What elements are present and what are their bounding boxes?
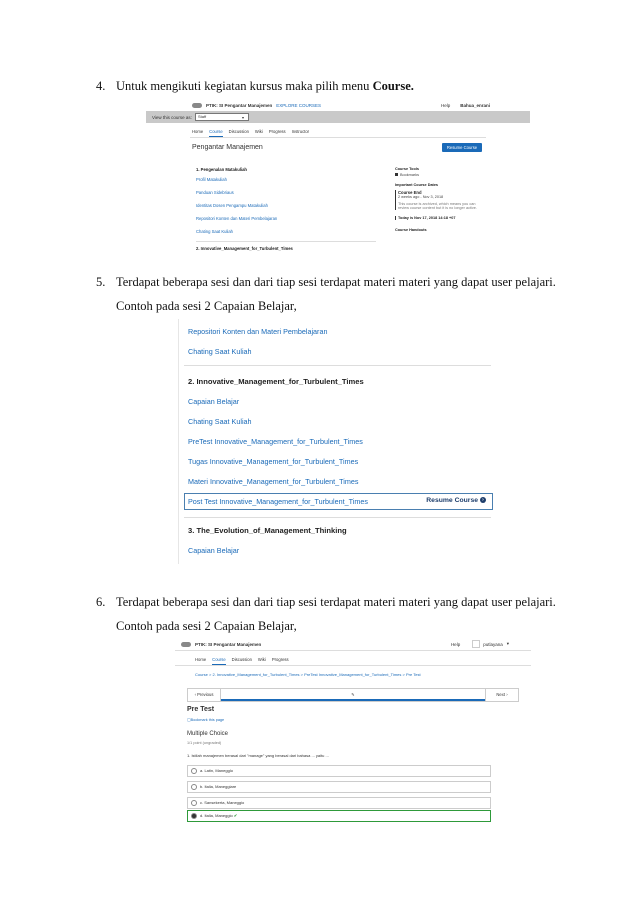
- problem-title: Multiple Choice: [187, 731, 229, 737]
- user-menu[interactable]: putlayana: [483, 641, 503, 647]
- previous-button[interactable]: ‹ Previous: [188, 689, 221, 701]
- outline-link[interactable]: Profil Matakuliah: [196, 177, 227, 182]
- breadcrumb[interactable]: Course > 2. Innovative_Management_for_Turbulent_Times > PreTest Innovative_Management_for_Turbulent_Times > Pre Test: [175, 665, 531, 679]
- section-divider: [184, 365, 491, 366]
- left-divider: [178, 319, 179, 564]
- top-bar: [146, 99, 530, 111]
- handouts-title: Course Handouts: [395, 228, 427, 232]
- course-header: [190, 137, 486, 160]
- outline-link[interactable]: Identitas Dosen Pengampu Matakuliah: [196, 203, 268, 208]
- step-text-line2: Contoh pada sesi 2 Capaian Belajar,: [116, 619, 297, 633]
- dates-title: Important Course Dates: [395, 183, 439, 187]
- course-label: PTIK: SI Pengantar Manajemen: [206, 102, 273, 108]
- tab-course[interactable]: Course: [209, 129, 223, 137]
- archived-note: This course is archived, which means you can review course content but it is no longer active.: [398, 202, 477, 210]
- section-divider: [184, 517, 491, 518]
- resume-course-link[interactable]: [426, 497, 486, 504]
- tab-home[interactable]: Home: [195, 657, 207, 662]
- outline-link[interactable]: Chating Saat Kuliah: [188, 347, 252, 356]
- course-tabs: [146, 123, 530, 137]
- unit-tab[interactable]: [221, 689, 485, 701]
- radio-icon: [191, 800, 197, 806]
- check-icon: ✔: [233, 813, 238, 818]
- outline-link[interactable]: Tugas Innovative_Management_for_Turbulent_Times: [188, 457, 359, 466]
- step-text: Terdapat beberapa sesi dan dari tiap sesi terdapat materi materi yang dapat user pelajari.: [116, 275, 556, 289]
- help-link[interactable]: Help: [440, 102, 451, 108]
- top-bar: [167, 638, 539, 650]
- toggle-icon[interactable]: [181, 642, 191, 647]
- tab-progress[interactable]: Progress: [268, 129, 286, 134]
- screenshot-course-sections: [168, 319, 498, 564]
- outline-link[interactable]: Capaian Belajar: [188, 546, 240, 555]
- explore-courses-link[interactable]: EXPLORE COURSES: [276, 102, 322, 108]
- section-heading: 2. Innovative_Management_for_Turbulent_Times: [188, 377, 364, 386]
- tab-progress[interactable]: Progress: [271, 657, 289, 662]
- bookmark-label: Bookmark this page: [190, 718, 225, 722]
- resume-course-label: Resume Course: [426, 497, 478, 504]
- avatar: [472, 640, 480, 648]
- step-bold-text: Course.: [372, 79, 414, 93]
- outline-link[interactable]: PreTest Innovative_Management_for_Turbulent_Times: [188, 437, 363, 446]
- outline-link[interactable]: Capaian Belajar: [188, 397, 240, 406]
- step-5: [96, 272, 556, 313]
- tab-discussion[interactable]: Discussion: [228, 129, 249, 134]
- outline-link[interactable]: Repositori Konten dan Materi Pembelajaran: [188, 327, 328, 336]
- answer-option[interactable]: [187, 765, 491, 777]
- course-label: PTIK: SI Pengantar Manajemen: [195, 641, 262, 647]
- bookmark-link[interactable]: [187, 717, 224, 722]
- outline-link[interactable]: Chating Saat Kuliah: [196, 229, 376, 242]
- course-tools-title: Course Tools: [395, 167, 419, 171]
- step-text-line2: Contoh pada sesi 2 Capaian Belajar,: [116, 299, 297, 313]
- option-label: d. Italia, Maneggio: [200, 813, 233, 818]
- next-button[interactable]: Next ›: [485, 689, 518, 701]
- user-menu[interactable]: Bahua_enrani: [460, 102, 490, 108]
- screenshot-pre-test: [167, 638, 539, 826]
- course-end-title: Course End: [398, 190, 422, 195]
- question-text: 1. Istilah manajemen berasal dari "manage" yang berasal dari bahasa ... yaitu ...: [187, 753, 329, 758]
- toggle-icon[interactable]: [192, 103, 202, 108]
- answer-option[interactable]: [187, 781, 491, 793]
- resume-course-button[interactable]: Resume Course: [442, 143, 482, 152]
- course-tabs: [175, 650, 531, 665]
- step-number: 4.: [96, 79, 106, 93]
- option-label: a. Latin, Manegglo: [200, 768, 233, 773]
- section-heading: 3. The_Evolution_of_Management_Thinking: [188, 526, 347, 535]
- bookmarks-label: Bookmarks: [400, 173, 419, 177]
- course-sidebar: [395, 167, 480, 234]
- view-as-select[interactable]: Staff: [195, 113, 249, 121]
- view-as-label: View this course as:: [152, 114, 192, 120]
- course-outline: [196, 167, 376, 256]
- section-heading: 2. Innovative_Management_for_Turbulent_Times: [196, 246, 293, 251]
- tab-home[interactable]: Home: [192, 129, 204, 134]
- course-end-block: [395, 190, 480, 210]
- bookmark-icon: [395, 173, 398, 176]
- arrow-right-icon: ›: [480, 497, 486, 503]
- tab-wiki[interactable]: Wiki: [257, 657, 266, 662]
- outline-link[interactable]: Panduan Sidebriaus: [196, 190, 234, 195]
- today-text: Today is Nov 17, 2018 14:18 +07: [398, 216, 456, 220]
- radio-icon: [191, 784, 197, 790]
- option-label: b. Italia, Maneggiare: [200, 784, 237, 789]
- today-block: [395, 216, 480, 220]
- course-title: Pengantar Manajemen: [192, 144, 263, 151]
- step-number: 6.: [96, 595, 106, 609]
- section-heading: 1. Pengenalan Matakuliah: [196, 167, 247, 172]
- tab-wiki[interactable]: Wiki: [254, 129, 263, 134]
- step-4: [96, 76, 414, 96]
- course-end-date: 2 weeks ago - Nov 3, 2018: [398, 195, 444, 199]
- step-text: Untuk mengikuti kegiatan kursus maka pilih menu: [116, 79, 373, 93]
- bookmark-icon: ▢: [187, 718, 191, 722]
- next-label: Next: [496, 692, 506, 697]
- outline-link[interactable]: Materi Innovative_Management_for_Turbulent_Times: [188, 477, 359, 486]
- radio-selected-icon: [191, 813, 197, 819]
- points-text: 1/1 point (ungraded): [187, 741, 222, 745]
- bookmarks-link[interactable]: [395, 173, 480, 177]
- dropdown-icon[interactable]: ▾: [506, 641, 509, 646]
- tab-course[interactable]: Course: [212, 657, 226, 665]
- help-link[interactable]: Help: [450, 641, 461, 647]
- sequence-nav: [187, 688, 519, 702]
- page-title: Pre Test: [187, 706, 215, 713]
- highlighted-item[interactable]: [184, 493, 493, 510]
- view-as-bar: [146, 111, 530, 123]
- screenshot-course-home: [146, 99, 530, 262]
- step-text: Terdapat beberapa sesi dan dari tiap sesi terdapat materi materi yang dapat user pelajari.: [116, 595, 556, 609]
- answer-option-selected[interactable]: [187, 810, 491, 822]
- step-6: [96, 592, 556, 633]
- tab-instructor[interactable]: Instructor: [291, 129, 310, 134]
- highlighted-item-label: Post Test Innovative_Management_for_Turbulent_Times: [188, 497, 368, 506]
- step-number: 5.: [96, 275, 106, 289]
- previous-label: Previous: [197, 692, 214, 697]
- outline-link[interactable]: Repositori Konten dan Materi Pembelajaran: [196, 216, 278, 221]
- radio-icon: [191, 768, 197, 774]
- option-label: c. Sansekerta, Maneggio: [200, 800, 245, 805]
- dropdown-icon: ▾: [241, 114, 244, 120]
- outline-link[interactable]: Chating Saat Kuliah: [188, 417, 252, 426]
- tab-discussion[interactable]: Discussion: [231, 657, 252, 662]
- answer-option[interactable]: [187, 797, 491, 809]
- edit-icon: ✎: [351, 692, 355, 697]
